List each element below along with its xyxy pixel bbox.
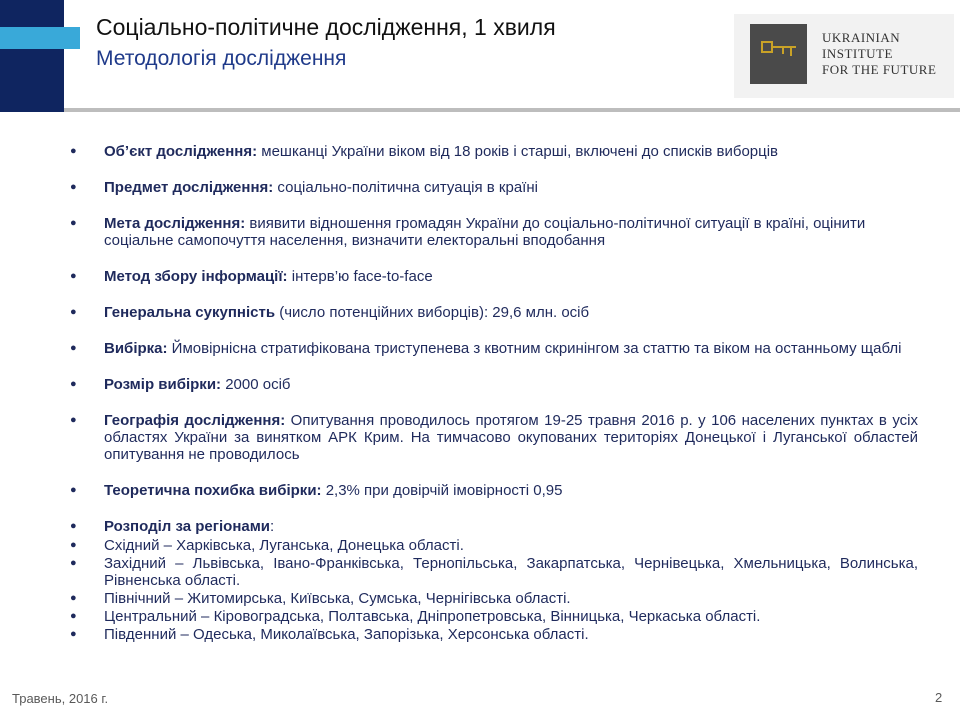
key-icon	[750, 24, 807, 84]
logo-line: UKRAINIAN	[822, 30, 901, 45]
header-accent-tab	[0, 27, 80, 49]
region-item	[70, 626, 918, 643]
bullet: ●	[70, 520, 77, 532]
slide-subtitle: Методологія дослідження	[96, 47, 347, 70]
item-text: Ймовірнісна стратифікована триступенева з квотним скринінгом за статтю та віком на останньому щаблі	[167, 340, 902, 357]
methodology-list	[70, 143, 918, 644]
list-item	[70, 215, 918, 249]
list-item	[70, 412, 918, 463]
bullet: ●	[70, 610, 77, 622]
list-item	[70, 376, 918, 393]
region-item	[70, 537, 918, 554]
item-text: соціально-політична ситуація в країні	[273, 179, 538, 196]
institute-logo	[734, 14, 954, 98]
item-label: Географія дослідження:	[104, 412, 286, 429]
region-text: Західний – Львівська, Івано-Франківська, Тернопільська, Закарпатська, Чернівецька, Хмельницька, Волинська, Рівненська області.	[104, 555, 918, 589]
list-item	[70, 340, 918, 357]
bullet: ●	[70, 217, 77, 229]
item-label: Об’єкт дослідження:	[104, 143, 258, 160]
item-text: мешканці України віком від 18 років і старші, включені до списків виборців	[257, 143, 779, 160]
region-text: Південний – Одеська, Миколаївська, Запорізька, Херсонська області.	[104, 626, 589, 643]
region-item	[70, 555, 918, 589]
slide-title: Соціально-політичне дослідження, 1 хвиля	[96, 14, 556, 40]
list-item	[70, 179, 918, 196]
region-text: Центральний – Кіровоградська, Полтавська, Дніпропетровська, Вінницька, Черкаська області.	[104, 608, 761, 625]
header-divider	[64, 108, 960, 112]
bullet: ●	[70, 270, 77, 282]
item-text: (число потенційних виборців): 29,6 млн. осіб	[275, 304, 590, 321]
item-label: Мета дослідження:	[104, 215, 246, 232]
footer-date: Травень, 2016 г.	[12, 691, 109, 706]
region-list	[70, 537, 918, 643]
bullet: ●	[70, 414, 77, 426]
item-label: Розподіл за регіонами	[104, 518, 271, 535]
logo-line: INSTITUTE	[822, 46, 893, 61]
bullet: ●	[70, 378, 77, 390]
bullet: ●	[70, 306, 77, 318]
bullet: ●	[70, 539, 77, 551]
item-label: Вибірка:	[104, 340, 168, 357]
bullet: ●	[70, 628, 77, 640]
bullet: ●	[70, 342, 77, 354]
item-text: інтерв’ю face-to-face	[287, 268, 433, 285]
list-item	[70, 268, 918, 285]
bullet: ●	[70, 557, 77, 569]
item-label: Генеральна сукупність	[104, 304, 276, 321]
region-item	[70, 608, 918, 625]
item-text: Опитування проводилось протягом 19-25 травня 2016 р. у 106 населених пунктах в усіх областях України за винятком АРК Крим. На тимчасово окупованих територіях Донецької і Луганської областей опитування не проводилось	[104, 412, 919, 463]
item-label: Метод збору інформації:	[104, 268, 288, 285]
logo-line: FOR THE FUTURE	[822, 62, 937, 77]
region-text: Східний – Харківська, Луганська, Донецька області.	[104, 537, 464, 554]
list-item	[70, 143, 918, 160]
logo-wordmark	[822, 30, 936, 78]
region-text: Північний – Житомирська, Київська, Сумська, Чернігівська області.	[104, 590, 571, 607]
bullet: ●	[70, 145, 77, 157]
region-item	[70, 590, 918, 607]
item-text: виявити відношення громадян України до соціально-політичної ситуації в країні, оцінити соціальне самопочуття населення, визначити електоральні вподобання	[104, 215, 866, 249]
list-item	[70, 518, 918, 535]
header-navy-bar	[0, 0, 64, 112]
item-label: Розмір вибірки:	[104, 376, 222, 393]
bullet: ●	[70, 592, 77, 604]
list-item	[70, 482, 918, 499]
item-text: :	[270, 518, 275, 535]
bullet: ●	[70, 181, 77, 193]
item-text: 2,3% при довірчій імовірності 0,95	[321, 482, 563, 499]
item-text: 2000 осіб	[221, 376, 291, 393]
item-label: Теоретична похибка вибірки:	[104, 482, 322, 499]
bullet: ●	[70, 484, 77, 496]
item-label: Предмет дослідження:	[104, 179, 274, 196]
page-number: 2	[935, 690, 943, 705]
list-item	[70, 304, 918, 321]
